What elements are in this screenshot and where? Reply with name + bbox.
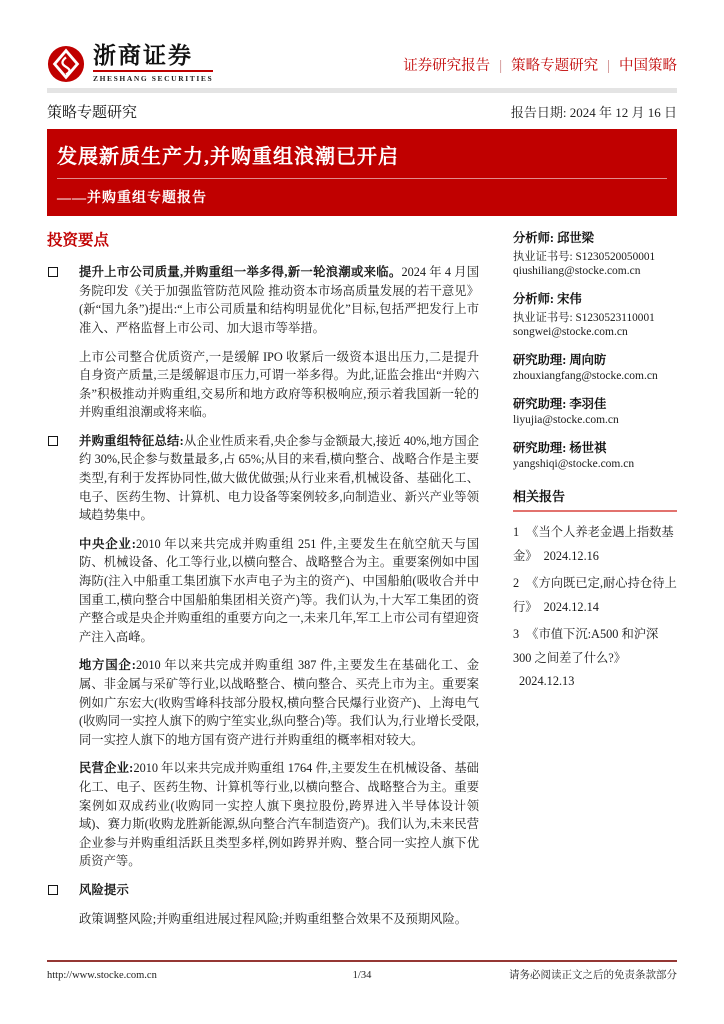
related-report-number: 1 <box>513 525 520 540</box>
analyst-cert: 执业证书号: S1230523110001 <box>513 312 655 325</box>
paragraph-text: 2024 年 4 月国务院印发《关于加强监管防范风险 推动资本市场高质量发展的若干意见》(新“国九条”)提出:“上市公司质量和结构明显优化”目标,包括严把发行上市准入、严格监督上市公司、加大退市等举措。 <box>79 265 479 335</box>
analyst-email-link[interactable]: yangshiqi@stocke.com.cn <box>513 458 635 471</box>
footer-url-link[interactable]: http://www.stocke.com.cn <box>47 970 157 981</box>
analyst-role-name: 研究助理: 周向昉 <box>513 353 607 368</box>
paragraph-text: 2010 年以来共完成并购重组 1764 件,主要发生在机械设备、基础化工、电子、医药生物、计算机等行业,以横向整合、战略整合为主。重要案例如双成药业(收购同一实控人旗下奥拉股份,跨界进入半导体设计领域)、赛力斯(收购龙胜新能源,纵向整合汽车制造资产)。我们认为,未来民营企业参与并购重组活跃且类型多样,例如跨界并购、整合同一实控人旗下优质资产等。 <box>79 761 479 869</box>
paragraph-lead: 地方国企: <box>79 658 137 673</box>
highlight-paragraph <box>47 759 479 871</box>
investment-highlights <box>47 228 479 938</box>
report-header <box>47 44 677 83</box>
separator: | <box>607 58 610 75</box>
analyst-entry <box>513 350 677 382</box>
analyst-email-link[interactable]: qiushiliang@stocke.com.cn <box>513 265 641 278</box>
related-reports-title: 相关报告 <box>513 486 677 512</box>
brand-name-en: ZHESHANG SECURITIES <box>93 74 214 84</box>
paragraph-lead: 风险提示 <box>79 882 129 897</box>
related-report-date: 2024.12.16 <box>543 548 599 563</box>
separator: | <box>499 58 503 75</box>
related-report-date: 2024.12.14 <box>543 599 599 614</box>
analyst-sidebar <box>513 228 677 938</box>
report-date-label: 报告日期: <box>510 105 567 121</box>
paragraph-lead: 提升上市公司质量,并购重组一举多得,新一轮浪潮或来临。 <box>79 265 402 280</box>
analyst-cert: 执业证书号: S1230520050001 <box>513 251 656 264</box>
report-title: 发展新质生产力,并购重组浪潮已开启 <box>57 137 667 179</box>
tag-china-strategy: 中国策略 <box>619 58 677 75</box>
related-report-title-text: 《当个人养老金遇上指数基金》 <box>513 525 674 563</box>
related-report-number: 3 <box>513 627 520 642</box>
report-type-breadcrumb <box>403 54 677 83</box>
paragraph-lead: 中央企业: <box>79 536 137 551</box>
tag-strategy-topic: 策略专题研究 <box>511 58 599 75</box>
analyst-entry <box>513 438 677 470</box>
section-title: 投资要点 <box>47 232 110 250</box>
paragraph-text: 从企业性质来看,央企参与金额最大,接近 40%,地方国企约 30%,民企参与数量最多,占 65%;从目的来看,横向整合、战略合作是主要类型,有利于发挥协同性,做大做优做强;从行业来看,机械设备、基础化工、电子、医药生物、计算机、电力设备等案例较多,向制造业、新兴产业等领域趋势集中。 <box>79 433 479 523</box>
page-footer <box>47 960 677 982</box>
analyst-entry <box>513 394 677 426</box>
related-report-date: 2024.12.13 <box>519 674 575 689</box>
brand-text <box>93 44 213 83</box>
related-report-list <box>513 521 677 694</box>
analyst-role-name: 分析师: 邱世梁 <box>513 231 594 246</box>
title-banner <box>47 129 677 216</box>
zheshang-logo-icon <box>47 45 85 83</box>
tag-research-report: 证券研究报告 <box>403 58 491 75</box>
highlight-paragraph <box>47 656 479 749</box>
checkbox-bullet-icon <box>48 436 58 446</box>
report-category: 策略专题研究 <box>47 105 138 122</box>
brand-underline <box>93 70 213 72</box>
analyst-entry <box>513 228 677 277</box>
report-subtitle: ——并购重组专题报告 <box>57 191 207 207</box>
related-report-title-text: 《市值下沉:A500 和沪深 300 之间差了什么?》 <box>513 627 659 665</box>
paragraph-text: 上市公司整合优质资产,一是缓解 IPO 收紧后一级资本退出压力,二是提升自身资产质量,三是缓解退市压力,可谓一举多得。为此,证监会推出“并购六条”积极推动并购重组,交易所和地方政府等积极响应,预示着我国新一轮的并购重组浪潮或将来临。 <box>79 349 479 420</box>
brand <box>47 44 213 83</box>
highlight-paragraph <box>47 348 479 422</box>
content-columns <box>47 228 677 938</box>
analyst-role-name: 研究助理: 李羽佳 <box>513 397 607 412</box>
footer-disclaimer: 请务必阅读正文之后的免责条款部分 <box>509 970 678 981</box>
highlight-paragraph <box>47 263 479 337</box>
checkbox-bullet-icon <box>48 267 58 277</box>
analyst-role-name: 分析师: 宋伟 <box>513 292 582 307</box>
meta-row <box>47 101 677 122</box>
highlights-blocks <box>47 263 479 928</box>
page-number: 1/34 <box>352 970 372 981</box>
related-report-item[interactable] <box>513 521 677 568</box>
related-report-item[interactable] <box>513 572 677 619</box>
paragraph-text: 2010 年以来共完成并购重组 387 件,主要发生在基础化工、金属、非金属与采矿等行业,以战略整合、横向整合、买壳上市为主。重要案例如广东宏大(收购雪峰科技部分股权,横向整合民爆行业资产)、上海电气(收购同一实控人旗下的购宁笙实业,纵向整合)等。我们认为,行业增长受限,同一实控人旗下的地方国有资产进行并购重组的概率相对较大。 <box>79 658 479 747</box>
report-date-value: 2024 年 12 月 16 日 <box>569 105 677 121</box>
paragraph-lead: 并购重组特征总结: <box>79 433 184 448</box>
analyst-email-link[interactable]: liyujia@stocke.com.cn <box>513 414 619 427</box>
paragraph-text: 政策调整风险;并购重组进展过程风险;并购重组整合效果不及预期风险。 <box>79 911 468 926</box>
related-report-number: 2 <box>513 576 520 591</box>
related-report-title-text: 《方向既已定,耐心持仓待上行》 <box>513 576 677 614</box>
checkbox-bullet-icon <box>48 885 58 895</box>
related-reports <box>513 486 677 694</box>
highlight-paragraph <box>47 535 479 647</box>
related-report-item[interactable] <box>513 623 677 694</box>
report-date <box>511 102 677 121</box>
paragraph-lead: 民营企业: <box>79 761 134 776</box>
header-divider <box>47 88 677 93</box>
highlight-paragraph <box>47 432 479 525</box>
highlight-paragraph <box>47 881 479 900</box>
analyst-entry <box>513 289 677 338</box>
analyst-list <box>513 228 677 470</box>
analyst-email-link[interactable]: songwei@stocke.com.cn <box>513 326 628 339</box>
highlight-paragraph <box>47 910 479 929</box>
paragraph-text: 2010 年以来共完成并购重组 251 件,主要发生在航空航天与国防、机械设备、化工等行业,以横向整合、战略整合为主。重要案例如中国海防(注入中船重工集团旗下水声电子为主的资产)、中国船舶(吸收合并中国重工,横向整合中国船舶集团相关资产)等。我们认为,十大军工集团的资产整合或是央企并购重组的重要方向之一,未来几年,军工上市公司有望迎资产注入高峰。 <box>79 536 479 644</box>
analyst-email-link[interactable]: zhouxiangfang@stocke.com.cn <box>513 370 658 383</box>
analyst-role-name: 研究助理: 杨世祺 <box>513 441 607 456</box>
brand-name: 浙商证券 <box>93 43 193 68</box>
